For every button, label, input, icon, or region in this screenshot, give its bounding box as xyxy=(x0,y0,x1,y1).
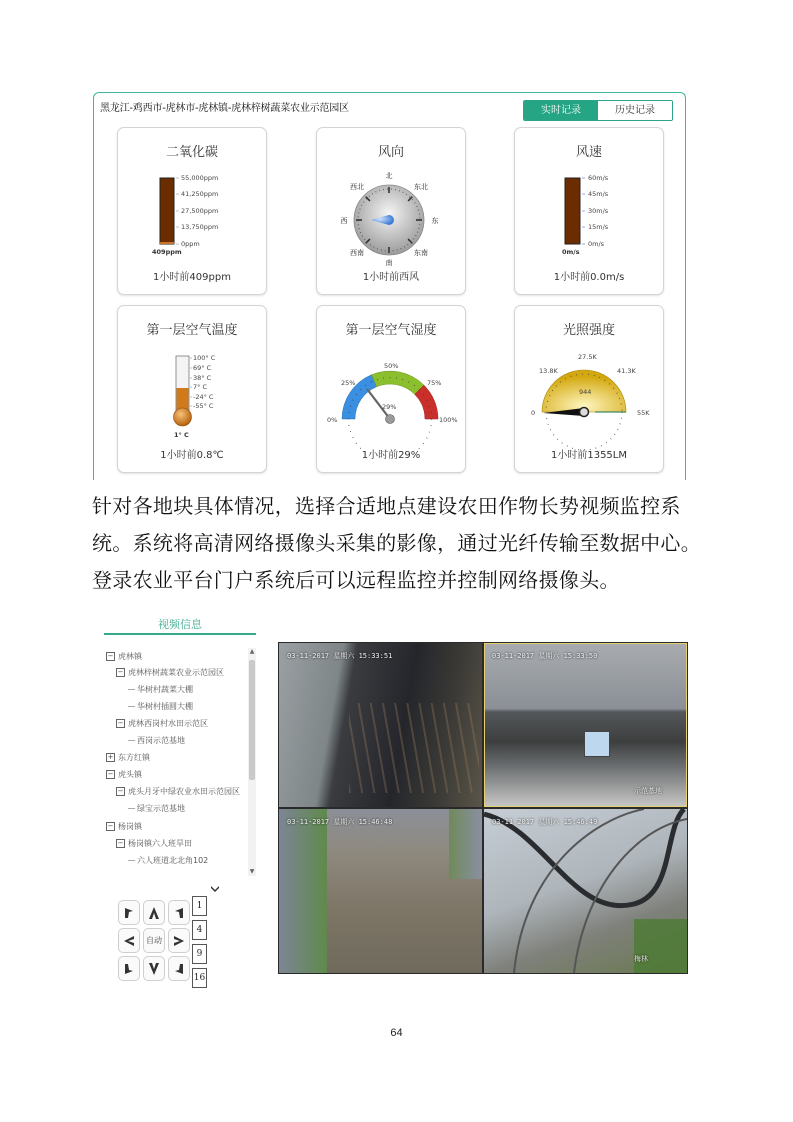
svg-text:38° C: 38° C xyxy=(193,374,212,382)
svg-text:15m/s: 15m/s xyxy=(588,223,609,231)
tab-history[interactable]: 历史记录 xyxy=(598,101,672,120)
video-feed-4[interactable] xyxy=(484,809,687,973)
scale-label: 55,000ppm xyxy=(181,174,219,182)
svg-text:27.5K: 27.5K xyxy=(578,353,597,361)
co2-bar-gauge xyxy=(118,164,266,274)
compass-gauge xyxy=(317,164,465,274)
tree-leaf[interactable]: 绿宝示范基地 xyxy=(128,803,185,815)
arrow-up-left-icon xyxy=(122,906,136,920)
svg-text:30m/s: 30m/s xyxy=(588,207,609,215)
tree-node[interactable]: − 虎头镇 xyxy=(107,770,142,779)
arrow-down-left-icon xyxy=(122,962,136,976)
light-intensity-card xyxy=(514,305,664,473)
svg-text:13.8K: 13.8K xyxy=(539,367,558,375)
pan-down-right-button[interactable] xyxy=(168,956,190,981)
svg-text:29%: 29% xyxy=(382,403,397,411)
arrow-down-icon xyxy=(147,962,161,976)
card-footer: 1小时前29% xyxy=(361,450,421,461)
layout-16-button[interactable]: 16 xyxy=(192,968,207,988)
card-title: 风向 xyxy=(377,145,404,160)
auto-button[interactable]: 自动 xyxy=(143,928,165,953)
svg-text:0%: 0% xyxy=(327,416,338,424)
video-info-header: 视频信息 xyxy=(158,618,202,631)
scale-label: 0ppm xyxy=(181,240,200,248)
svg-text:西北: 西北 xyxy=(350,183,364,191)
camera-label: 示范基地 xyxy=(634,787,662,795)
video-timestamp: 03-11-2017 星期六 15:33:50 xyxy=(492,652,598,660)
tree-leaf[interactable]: 华树村插圆大棚 xyxy=(128,701,193,713)
card-footer: 1小时前409ppm xyxy=(153,272,231,283)
svg-text:100%: 100% xyxy=(439,416,458,424)
card-title: 风速 xyxy=(575,145,602,160)
svg-text:北: 北 xyxy=(385,172,393,180)
video-timestamp: 03-11-2017 星期六 15:46:48 xyxy=(287,818,393,826)
greenhouse-frame xyxy=(484,809,687,973)
arrow-up-icon xyxy=(147,906,161,920)
layout-1-button[interactable]: 1 xyxy=(192,896,207,916)
collapse-icon[interactable]: − xyxy=(117,668,124,676)
scroll-up-icon[interactable]: ▲ xyxy=(249,648,255,655)
svg-text:100° C: 100° C xyxy=(193,354,216,362)
arrow-up-right-icon xyxy=(172,906,186,920)
svg-text:东北: 东北 xyxy=(414,183,428,191)
card-title: 第一层空气温度 xyxy=(146,323,238,338)
svg-text:1° C: 1° C xyxy=(174,431,189,439)
light-gauge xyxy=(515,342,663,452)
scale-label: 13,750ppm xyxy=(181,223,219,231)
pan-up-right-button[interactable] xyxy=(168,900,190,925)
tree-leaf[interactable]: 西岗示范基地 xyxy=(128,735,185,747)
tree-node[interactable]: + 东方红镇 xyxy=(107,753,150,762)
value-label: 409ppm xyxy=(152,248,182,256)
wind-speed-bar-gauge xyxy=(515,164,663,274)
card-footer: 1小时前0.8℃ xyxy=(160,450,224,461)
layout-4-button[interactable]: 4 xyxy=(192,920,207,940)
collapse-icon[interactable]: − xyxy=(107,652,114,660)
arrow-right-icon xyxy=(172,934,186,948)
pan-left-button[interactable] xyxy=(118,928,140,953)
card-footer: 1小时前1355LM xyxy=(550,450,627,461)
svg-text:0m/s: 0m/s xyxy=(588,240,605,248)
arrow-down-right-icon xyxy=(172,962,186,976)
svg-text:-55° C: -55° C xyxy=(193,402,214,410)
paragraph-line: 统。系统将高清网络摄像头采集的影像，通过光纤传输至数据中心。 xyxy=(92,531,701,555)
svg-text:69° C: 69° C xyxy=(193,364,212,372)
paragraph-line: 针对各地块具体情况，选择合适地点建设农田作物长势视频监控系 xyxy=(92,494,681,518)
svg-text:东南: 东南 xyxy=(414,249,428,257)
record-tabs xyxy=(523,100,673,121)
video-grid xyxy=(278,642,688,974)
tree-node[interactable]: − 虎头月牙中绿农业水田示范园区 xyxy=(117,787,240,796)
svg-text:75%: 75% xyxy=(427,379,442,387)
svg-text:西: 西 xyxy=(340,217,348,225)
sensor-dashboard xyxy=(93,92,686,480)
tree-node[interactable]: − 虎林镇 xyxy=(107,652,142,661)
tilt-up-button[interactable] xyxy=(143,900,165,925)
tree-connector xyxy=(128,860,135,861)
card-title: 第一层空气湿度 xyxy=(345,323,437,338)
air-humidity-card xyxy=(316,305,466,473)
tilt-down-button[interactable] xyxy=(143,956,165,981)
co2-card xyxy=(117,127,267,295)
scroll-thumb[interactable] xyxy=(249,660,255,780)
camera-label: 梅林 xyxy=(634,955,648,963)
video-feed-3[interactable] xyxy=(279,809,482,973)
thermometer-gauge xyxy=(118,342,266,452)
pan-right-button[interactable] xyxy=(168,928,190,953)
tree-connector xyxy=(128,808,135,809)
svg-text:41.3K: 41.3K xyxy=(617,367,636,375)
svg-text:南: 南 xyxy=(385,259,393,267)
wind-direction-card xyxy=(316,127,466,295)
location-tree xyxy=(106,645,258,877)
wind-speed-card xyxy=(514,127,664,295)
video-feed-2[interactable] xyxy=(484,643,687,807)
tree-node[interactable]: − 杨岗镇 xyxy=(107,822,142,831)
scroll-down-icon[interactable]: ▼ xyxy=(249,868,255,875)
video-feed-1[interactable] xyxy=(279,643,482,807)
collapse-icon[interactable]: − xyxy=(117,787,124,795)
tree-node[interactable]: − 杨岗镇六人班旱田 xyxy=(117,839,192,848)
expand-icon[interactable]: + xyxy=(107,753,114,761)
collapse-icon[interactable]: − xyxy=(107,822,114,830)
paragraph-line: 登录农业平台门户系统后可以远程监控并控制网络摄像头。 xyxy=(92,568,620,592)
svg-text:60m/s: 60m/s xyxy=(588,174,609,182)
svg-text:0: 0 xyxy=(531,409,536,417)
svg-text:-24° C: -24° C xyxy=(193,393,214,401)
svg-text:944: 944 xyxy=(579,388,592,396)
tree-scrollbar[interactable] xyxy=(248,648,256,876)
svg-text:0m/s: 0m/s xyxy=(562,248,580,256)
tree-leaf[interactable]: 六人班道北北角102 xyxy=(128,855,208,867)
svg-text:45m/s: 45m/s xyxy=(588,190,609,198)
pan-up-left-button[interactable] xyxy=(118,900,140,925)
tree-connector xyxy=(128,740,135,741)
tab-realtime[interactable]: 实时记录 xyxy=(524,101,598,120)
card-title: 光照强度 xyxy=(562,323,615,338)
tree-connector xyxy=(128,689,135,690)
card-title: 二氧化碳 xyxy=(165,145,218,160)
air-temperature-card xyxy=(117,305,267,473)
body-paragraph xyxy=(92,488,722,599)
video-timestamp: 03-11-2017 星期六 15:46:49 xyxy=(492,818,598,826)
breadcrumb: 黑龙江-鸡西市-虎林市-虎林镇-虎林梓树蔬菜农业示范园区 xyxy=(100,103,349,114)
tree-node[interactable]: − 虎林梓树蔬菜农业示范园区 xyxy=(117,668,224,677)
collapse-icon[interactable]: − xyxy=(107,770,114,778)
page-number: 64 xyxy=(390,1027,403,1039)
pan-down-left-button[interactable] xyxy=(118,956,140,981)
chevron-down-icon[interactable] xyxy=(210,884,220,894)
svg-text:7° C: 7° C xyxy=(193,383,207,391)
header-divider xyxy=(104,633,256,635)
tree-leaf[interactable]: 华树村蔬菜大棚 xyxy=(128,684,193,696)
tree-connector xyxy=(128,706,135,707)
collapse-icon[interactable]: − xyxy=(117,839,124,847)
card-footer: 1小时前西风 xyxy=(362,272,420,283)
svg-text:50%: 50% xyxy=(384,362,399,370)
svg-text:西南: 西南 xyxy=(350,249,364,257)
humidity-gauge xyxy=(317,342,465,452)
scale-label: 41,250ppm xyxy=(181,190,219,198)
tree-node[interactable]: − 虎林西岗村水田示范区 xyxy=(117,719,208,728)
scale-label: 27,500ppm xyxy=(181,207,219,215)
arrow-left-icon xyxy=(122,934,136,948)
video-timestamp: 03-11-2017 星期六 15:33:51 xyxy=(287,652,393,660)
svg-text:东: 东 xyxy=(431,217,439,225)
layout-9-button[interactable]: 9 xyxy=(192,944,207,964)
svg-text:25%: 25% xyxy=(341,379,356,387)
svg-text:55K: 55K xyxy=(637,409,650,417)
collapse-icon[interactable]: − xyxy=(117,719,124,727)
card-footer: 1小时前0.0m/s xyxy=(553,272,625,283)
